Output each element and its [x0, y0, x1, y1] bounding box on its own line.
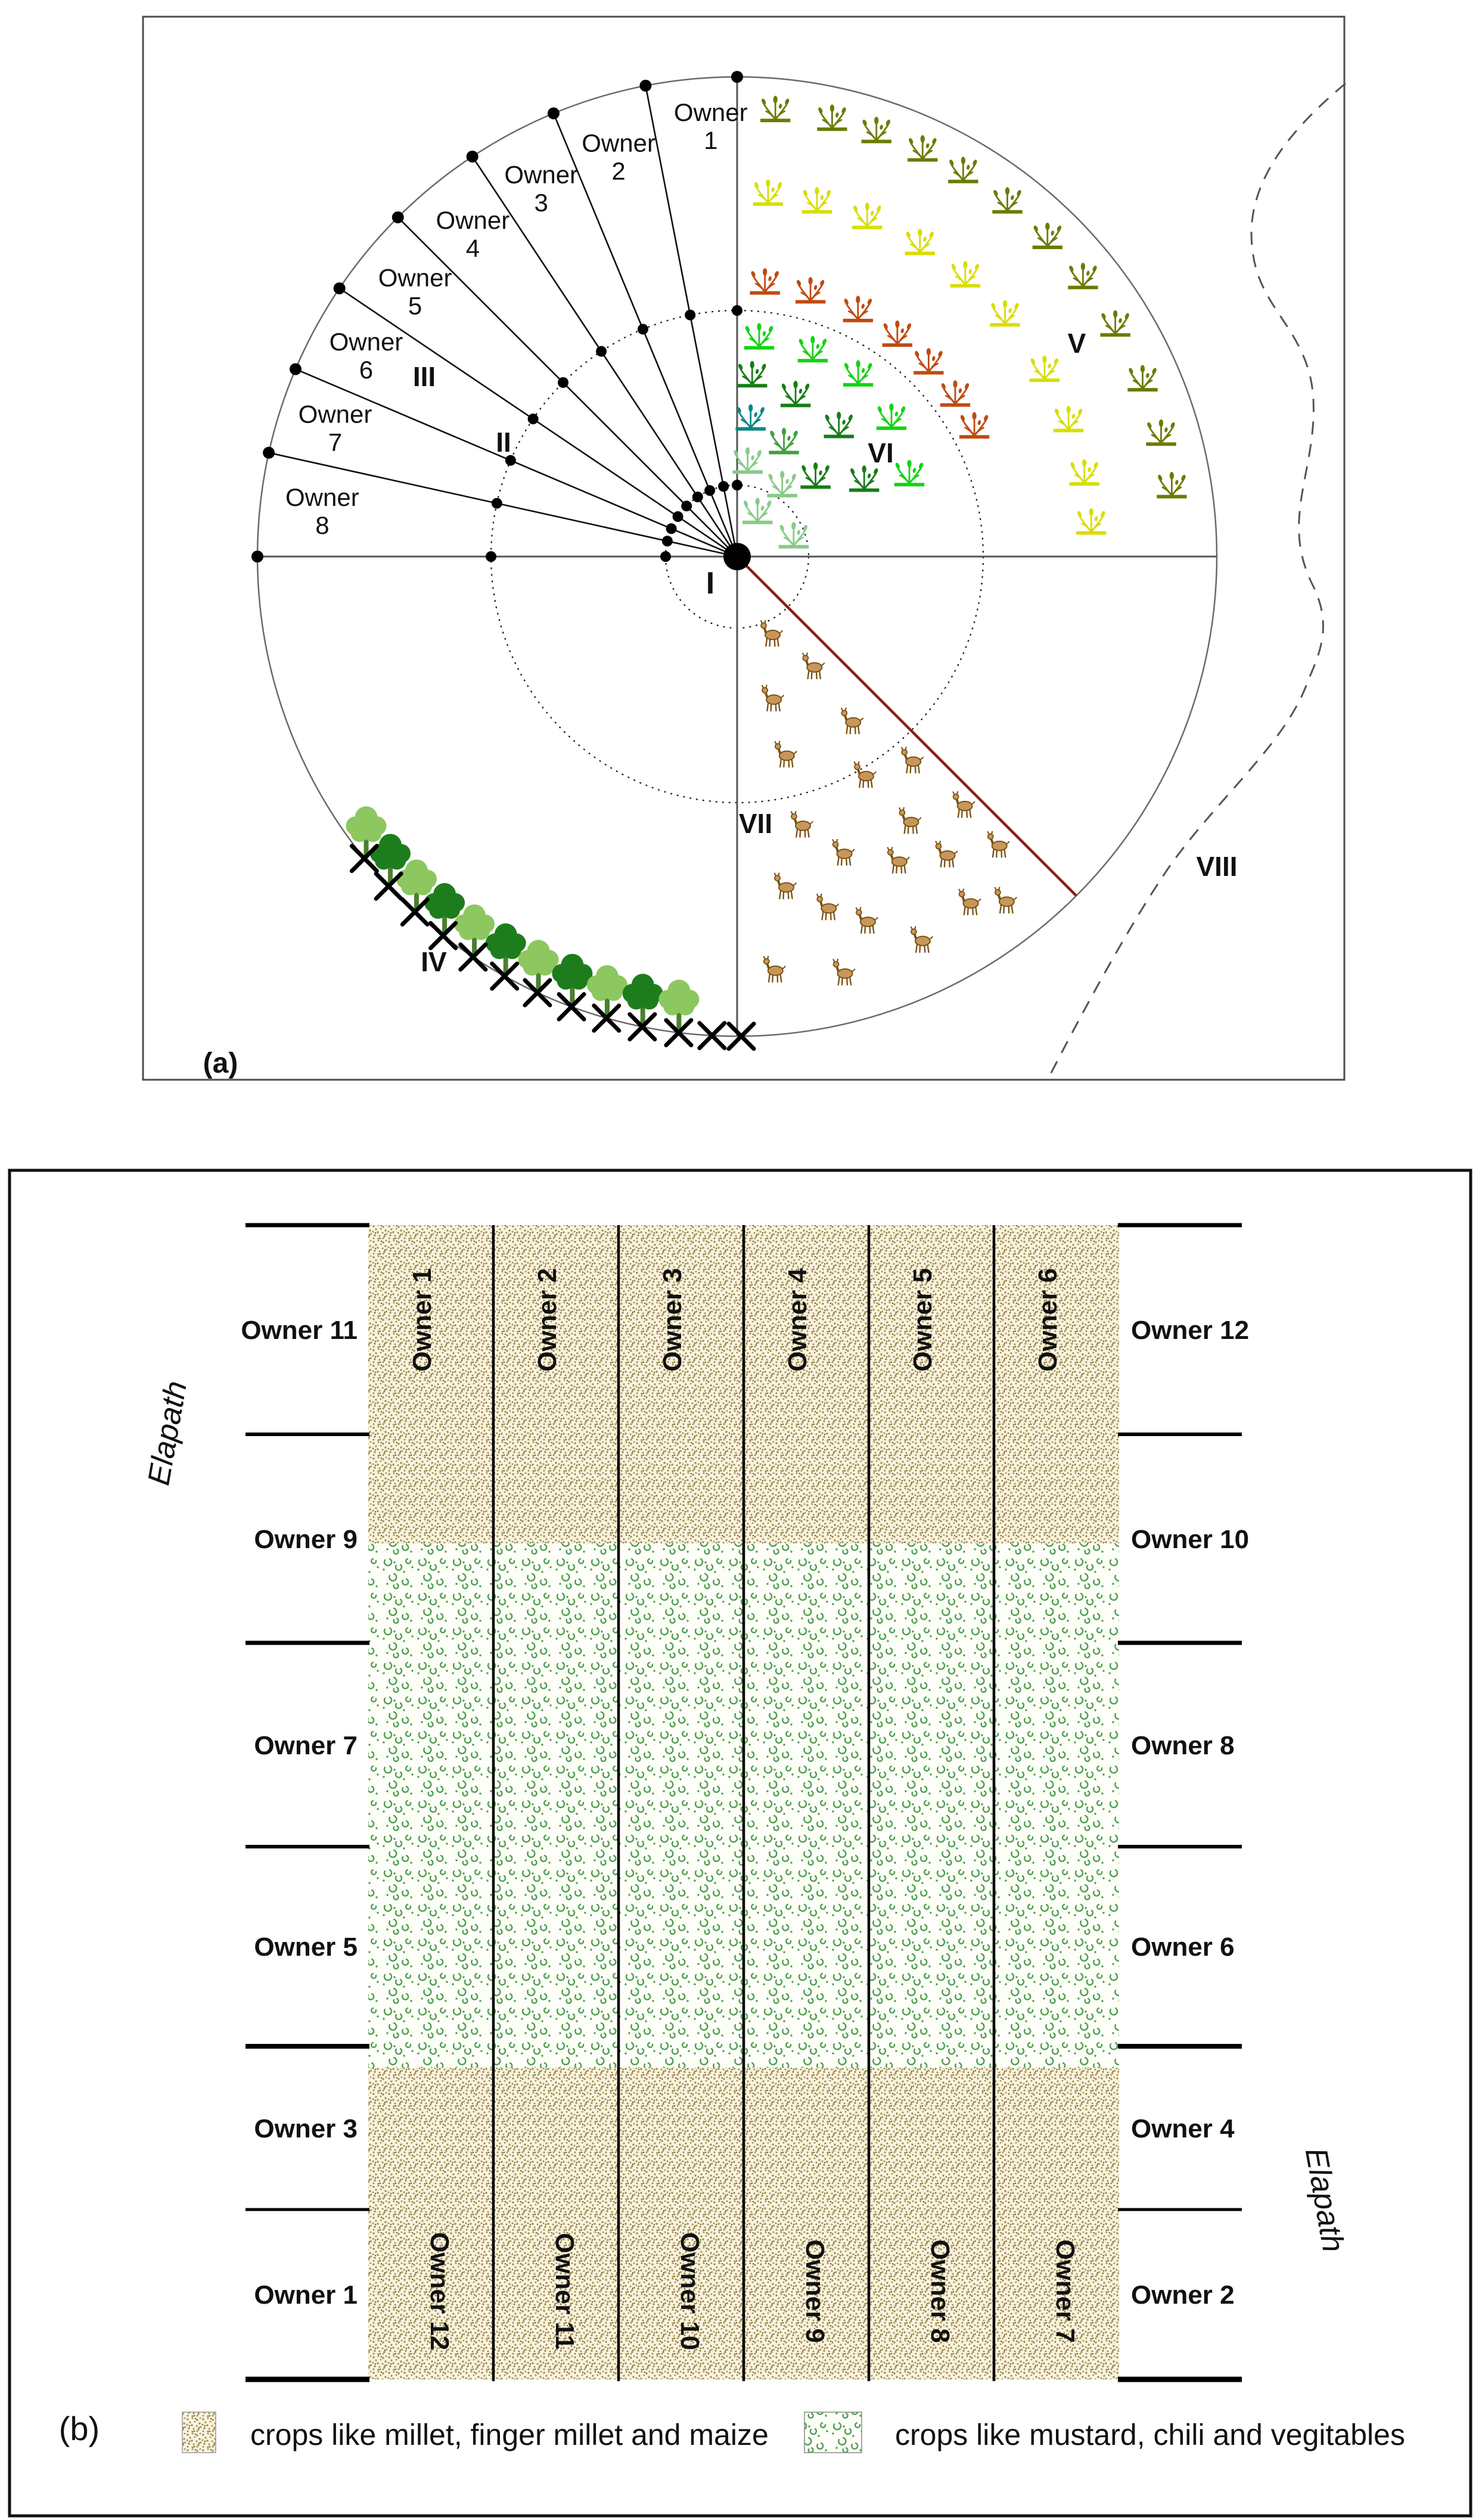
deer-icon — [936, 841, 957, 867]
legend-text-mustard: crops like mustard, chili and vegitables — [895, 2418, 1405, 2451]
plant-icon-dark-olive-crop — [948, 157, 978, 183]
plant-icon-light-green-veg — [768, 471, 797, 497]
plant-icon-yellow-crop — [1030, 356, 1059, 382]
survey-dot — [692, 492, 703, 502]
left-owner-label-4: Owner 5 — [254, 1932, 358, 1962]
grazing-sector-red-line — [737, 557, 1076, 896]
right-owner-label-2: Owner 10 — [1131, 1525, 1250, 1554]
deer-icon — [833, 959, 855, 985]
plant-icon-red-crop — [940, 380, 970, 406]
strip-label-bottom-6: Owner 7 — [1051, 2239, 1080, 2343]
deer-icon — [762, 685, 784, 711]
plant-icon-dark-olive-crop — [1157, 472, 1186, 498]
survey-dot — [660, 551, 671, 562]
tree-belt-layer — [346, 806, 754, 1049]
plant-icon-dark-olive-crop — [908, 135, 937, 161]
plant-icon-red-crop — [883, 321, 912, 347]
owner-wedge-label-7: Owner 7 — [298, 400, 372, 456]
deer-icon — [817, 894, 838, 920]
survey-dot — [467, 151, 479, 163]
tree-icon-dark — [623, 974, 663, 1024]
survey-dot — [290, 363, 302, 375]
plant-icon-dark-olive-crop — [1100, 310, 1130, 337]
plant-icon-red-crop — [750, 268, 780, 294]
owner-wedge-label-3: Owner 3 — [504, 160, 579, 217]
legend-swatch-mustard — [804, 2412, 862, 2453]
survey-dot — [251, 551, 263, 563]
plant-icon-dark-green-veg — [849, 465, 879, 492]
strip-label-top-5: Owner 5 — [908, 1268, 937, 1372]
plant-icon-bright-green-veg — [798, 336, 828, 362]
plant-icon-dark-green-veg — [781, 381, 810, 407]
strip-label-bottom-3: Owner 10 — [675, 2232, 704, 2351]
deer-icon — [911, 926, 932, 952]
deer-icon — [775, 741, 796, 767]
plant-icon-bright-green-veg — [744, 323, 774, 349]
deer-icon — [887, 847, 909, 873]
plant-icon-red-crop — [959, 412, 989, 439]
right-owner-label-6: Owner 2 — [1131, 2280, 1235, 2310]
road-label-elapath-2: Elapath — [1298, 2145, 1351, 2255]
survey-dot — [731, 71, 743, 83]
survey-dot — [732, 305, 742, 316]
owner-wedge-label-2: Owner 2 — [582, 129, 655, 185]
plant-icon-yellow-crop — [1054, 406, 1083, 432]
deer-icon — [856, 907, 877, 933]
strip-label-top-4: Owner 4 — [783, 1268, 812, 1372]
zone-label-II: II — [496, 427, 511, 458]
deer-icon — [902, 747, 923, 773]
zone-label-IV: IV — [421, 946, 447, 977]
plant-icon-bright-green-veg — [843, 360, 873, 386]
plant-icon-red-crop — [843, 296, 873, 322]
panel-a-caption: (a) — [203, 1048, 238, 1079]
plant-icon-yellow-crop — [802, 187, 832, 213]
strip-label-top-3: Owner 3 — [658, 1268, 687, 1372]
plant-icon-bright-green-veg — [877, 403, 906, 430]
strip-label-bottom-2: Owner 11 — [550, 2233, 579, 2350]
village-center-dot — [723, 543, 751, 570]
survey-dot — [681, 501, 692, 511]
owner-wedge-label-5: Owner 5 — [378, 263, 452, 320]
right-owner-label-1: Owner 12 — [1131, 1316, 1250, 1345]
strip-label-bottom-4: Owner 9 — [800, 2239, 829, 2343]
survey-dot — [528, 414, 539, 424]
plant-icon-bright-green-veg — [894, 460, 924, 486]
deer-icon — [987, 831, 1009, 857]
left-owner-label-3: Owner 7 — [254, 1731, 358, 1760]
strip-label-top-2: Owner 2 — [533, 1268, 562, 1372]
survey-dot — [732, 480, 742, 490]
strip-label-bottom-5: Owner 8 — [925, 2239, 955, 2343]
right-owner-label-4: Owner 6 — [1131, 1932, 1235, 1962]
deer-icon — [763, 956, 785, 982]
zone-label-I: I — [706, 566, 715, 601]
survey-dot — [718, 481, 729, 492]
plant-icon-dark-green-veg — [800, 462, 830, 489]
tree-icon-light — [658, 980, 699, 1030]
deer-icon — [953, 791, 974, 818]
tree-icon-light — [587, 965, 627, 1016]
left-owner-label-6: Owner 1 — [254, 2280, 358, 2310]
plant-icon-yellow-crop — [1076, 508, 1106, 535]
zone-label-V: V — [1067, 328, 1086, 359]
zone-label-VI: VI — [868, 437, 894, 468]
deer-icon — [959, 888, 980, 915]
left-owner-label-1: Owner 11 — [241, 1316, 358, 1345]
plant-icon-dark-olive-crop — [862, 117, 891, 143]
survey-dot — [486, 551, 496, 562]
survey-dot — [638, 324, 648, 334]
survey-dot — [548, 107, 560, 119]
left-owner-label-5: Owner 3 — [254, 2114, 358, 2143]
stream-dashed-boundary — [1048, 83, 1346, 1080]
survey-dot — [639, 80, 651, 92]
plant-icon-dark-olive-crop — [1068, 263, 1098, 289]
strip-label-top-1: Owner 1 — [408, 1268, 437, 1372]
plant-icon-mid-green-veg — [769, 428, 798, 454]
survey-dot — [492, 498, 502, 509]
legend-swatch-millet — [182, 2412, 216, 2453]
deer-icon — [832, 839, 854, 865]
crop-plants-layer — [732, 96, 1186, 549]
owner-wedge-label-4: Owner 4 — [436, 206, 510, 263]
plant-icon-yellow-crop — [990, 300, 1020, 327]
owner-wedge-label-8: Owner 8 — [285, 483, 359, 540]
panel-b — [10, 1170, 1471, 2516]
plant-icon-yellow-crop — [852, 203, 882, 229]
zone-label-III: III — [412, 361, 436, 392]
strip-label-top-6: Owner 6 — [1033, 1268, 1062, 1372]
survey-dot — [662, 536, 673, 546]
plant-icon-dark-olive-crop — [1146, 420, 1176, 446]
deer-icon — [841, 708, 863, 734]
plant-icon-yellow-crop — [1069, 459, 1099, 486]
legend-text-millet: crops like millet, finger millet and maize — [250, 2418, 769, 2451]
deer-icon — [761, 620, 782, 647]
survey-dot — [673, 511, 683, 522]
survey-dot — [685, 310, 695, 321]
plant-icon-dark-olive-crop — [1033, 223, 1062, 249]
plant-icon-teal-veg — [736, 404, 766, 430]
plant-icon-dark-olive-crop — [992, 187, 1022, 213]
grazing-animals-layer — [761, 620, 1017, 985]
survey-dot — [392, 212, 404, 223]
road-label-elapath-1: Elapath — [141, 1378, 194, 1488]
plant-icon-red-crop — [914, 348, 943, 374]
plant-icon-light-green-veg — [742, 498, 772, 524]
panel-a — [143, 17, 1346, 1080]
plant-icon-yellow-crop — [905, 229, 935, 255]
left-owner-label-2: Owner 9 — [254, 1525, 358, 1554]
owner-wedge-label-1: Owner 1 — [673, 98, 748, 154]
deer-icon — [791, 811, 813, 837]
panel-b-caption: (b) — [58, 2410, 100, 2447]
survey-dot — [334, 282, 346, 294]
deer-icon — [803, 652, 824, 679]
zone-label-VII: VII — [738, 808, 773, 839]
survey-dot — [263, 447, 275, 459]
right-owner-label-5: Owner 4 — [1131, 2114, 1235, 2143]
survey-dot — [666, 523, 677, 534]
plant-icon-dark-green-veg — [737, 361, 767, 387]
plant-icon-light-green-veg — [779, 522, 809, 548]
plant-icon-dark-green-veg — [824, 412, 854, 438]
deer-icon — [775, 872, 796, 899]
right-owner-label-3: Owner 8 — [1131, 1731, 1235, 1760]
plant-icon-yellow-crop — [950, 261, 980, 287]
zone-label-VIII: VIII — [1196, 851, 1238, 882]
survey-dot — [558, 377, 568, 388]
survey-dot — [596, 346, 607, 357]
panel-a-labels-layer — [203, 98, 1238, 1079]
deer-icon — [995, 887, 1016, 913]
plant-icon-yellow-crop — [753, 179, 783, 206]
owner-wedge-label-6: Owner 6 — [329, 327, 403, 384]
plant-icon-dark-olive-crop — [1127, 365, 1157, 391]
legend-layer — [59, 2410, 1405, 2453]
plant-icon-dark-olive-crop — [760, 96, 790, 122]
plant-icon-dark-olive-crop — [817, 104, 847, 130]
deer-icon — [899, 807, 921, 834]
deer-icon — [855, 762, 876, 788]
plant-icon-red-crop — [796, 277, 825, 303]
survey-dot — [704, 485, 715, 496]
strip-label-bottom-1: Owner 12 — [425, 2232, 454, 2351]
